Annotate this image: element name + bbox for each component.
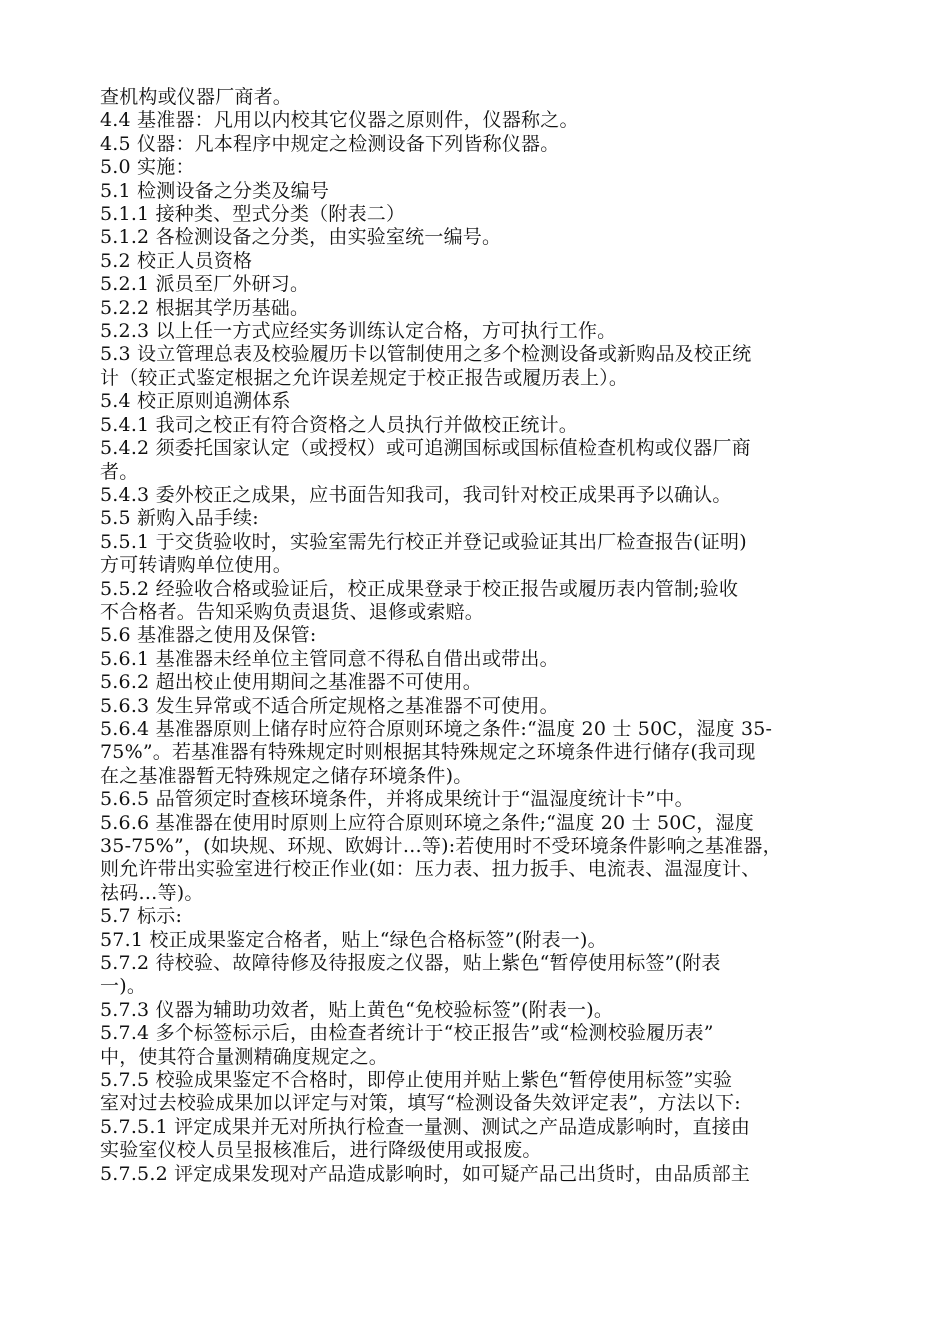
section-heading: 5.1 检测设备之分类及编号: [100, 179, 330, 202]
text-line: 5.6.6 基准器在使用时原则上应符合原则环境之条件;“温度 20 士 50C，湿度: [100, 811, 754, 834]
text-line: 5.6.3 发生异常或不适合所定规格之基准器不可使用。: [100, 694, 559, 717]
text-line: 方可转请购单位使用。: [100, 554, 293, 577]
text-line: 5.7.5 校验成果鉴定不合格时，即停止使用并贴上紫色“暂停使用标签”实验: [100, 1069, 733, 1092]
section-heading: 5.0 实施：: [100, 156, 195, 179]
text-line: 计（较正式鉴定根据之允许误差规定于校正报告或履历表上）。: [100, 366, 629, 389]
text-line: 4.4 基准器：凡用以内校其它仪器之原则件，仪器称之。: [100, 109, 579, 132]
text-line: 5.4.3 委外校正之成果，应书面告知我司，我司针对校正成果再予以确认。: [100, 483, 732, 506]
text-line: 查机构或仪器厂商者。: [100, 86, 293, 108]
text-line: 一)。: [100, 975, 147, 998]
text-line: 5.6.2 超出校止使用期间之基准器不可使用。: [100, 671, 482, 694]
text-line: 实验室仪校人员呈报核准后，进行降级使用或报废。: [100, 1139, 542, 1162]
text-line: 不合格者。告知采购负责退货、退修或索赔。: [100, 600, 485, 623]
text-line: 5.1.2 各检测设备之分类，由实验室统一编号。: [100, 226, 502, 249]
text-line: 5.7.2 待校验、故障待修及待报废之仪器，贴上紫色“暂停使用标签”(附表: [100, 952, 721, 975]
text-line: 5.6.5 品管须定时查核环境条件，并将成果统计于“温湿度统计卡”中。: [100, 788, 694, 811]
text-line: 者。: [100, 460, 139, 483]
text-line: 5.1.1 接种类、型式分类（附表二）: [100, 203, 406, 226]
text-line: 祛码…等)。: [100, 881, 204, 904]
text-line: 5.7.4 多个标签标示后，由检查者统计于“校正报告”或“检测校验履历表”: [100, 1022, 714, 1045]
text-line: 5.4.2 须委托国家认定（或授权）或可追溯国标或国标值检查机构或仪器厂商: [100, 437, 751, 460]
section-heading: 5.4 校正原则追溯体系: [100, 390, 291, 413]
text-line: 5.7.5.2 评定成果发现对产品造成影响时，如可疑产品己出货时，由品质部主: [100, 1162, 751, 1185]
text-line: 室对过去校验成果加以评定与对策，填写“检测设备失效评定表”，方法以下:: [100, 1092, 741, 1115]
text-line: 57.1 校正成果鉴定合格者，贴上“绿色合格标签”(附表一)。: [100, 928, 607, 951]
section-heading: 5.5 新购入品手续:: [100, 507, 259, 530]
text-line: 在之基准器暂无特殊规定之储存环境条件)。: [100, 764, 473, 787]
text-line: 中，使其符合量测精确度规定之。: [100, 1045, 389, 1068]
text-line: 5.6.1 基准器未经单位主管同意不得私自借出或带出。: [100, 647, 559, 670]
section-heading: 5.7 标示:: [100, 905, 183, 928]
text-line: 5.2.1 派员至厂外研习。: [100, 273, 310, 296]
text-line: 35-75%”，(如块规、环规、欧姆计…等):若使用时不受环境条件影响之基准器，: [100, 835, 782, 857]
text-line: 5.4.1 我司之校正有符合资格之人员执行并做校正统计。: [100, 413, 578, 436]
text-line: 5.5.2 经验收合格或验证后，校正成果登录于校正报告或履历表内管制;验收: [100, 577, 739, 600]
document-page: [100, 86, 880, 1186]
section-heading: 5.2 校正人员资格: [100, 249, 253, 272]
text-line: 4.5 仪器：凡本程序中规定之检测设备下列皆称仪器。: [100, 132, 560, 155]
text-line: 5.2.3 以上任一方式应经实务训练认定合格，方可执行工作。: [100, 320, 617, 343]
text-line: 则允许带出实验室进行校正作业(如：压力表、扭力扳手、电流表、温湿度计、: [100, 858, 761, 881]
text-line: 5.2.2 根据其学历基础。: [100, 296, 310, 319]
text-line: 5.7.5.1 评定成果并无对所执行检查一量测、测试之产品造成影响时，直接由: [100, 1115, 751, 1138]
text-line: 5.3 设立管理总表及校验履历卡以管制使用之多个检测设备或新购品及校正统: [100, 343, 752, 366]
section-heading: 5.6 基准器之使用及保管:: [100, 624, 317, 647]
text-line: 5.6.4 基准器原则上储存时应符合原则环境之条件:“温度 20 士 50C，湿度 35-: [100, 717, 773, 740]
text-line: 5.7.3 仪器为辅助功效者，贴上黄色“免校验标签”(附表一)。: [100, 998, 614, 1021]
text-line: 75%”。若基准器有特殊规定时则根据其特殊规定之环境条件进行储存(我司现: [100, 741, 756, 764]
text-line: 5.5.1 于交货验收时，实验室需先行校正并登记或验证其出厂检查报告(证明): [100, 530, 747, 553]
